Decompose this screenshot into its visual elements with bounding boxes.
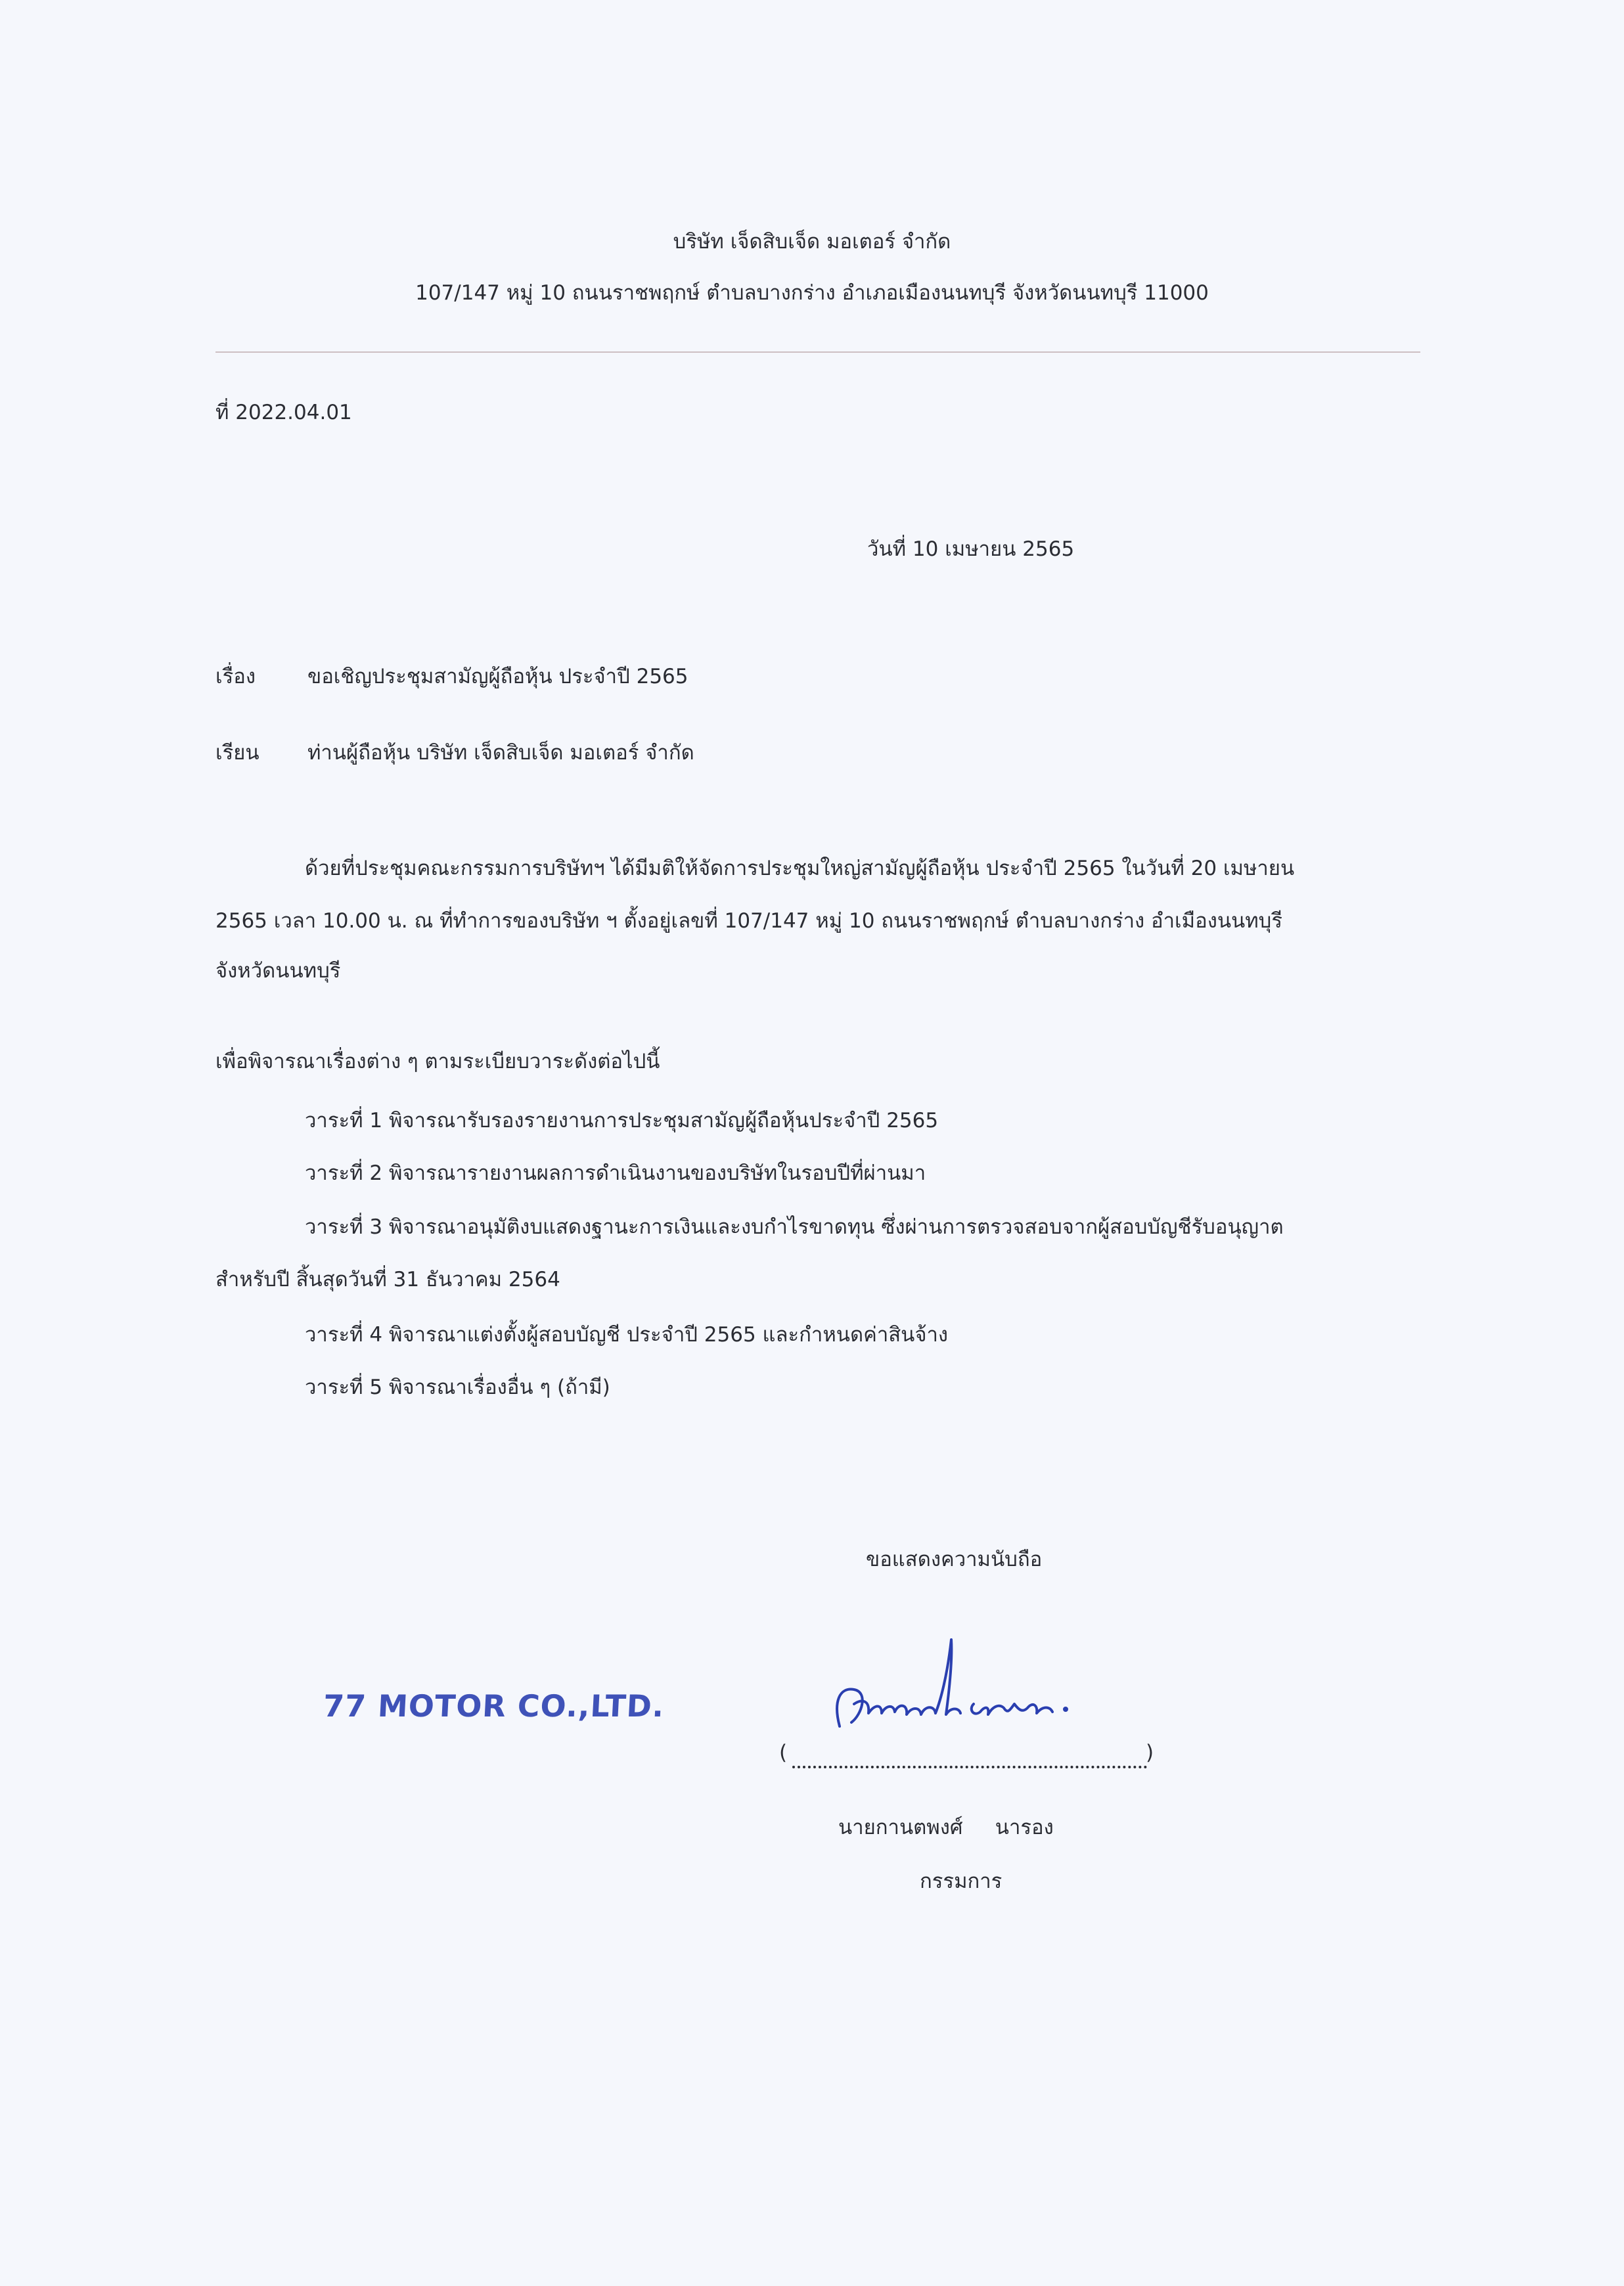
body-text: ด้วยที่ประชุมคณะกรรมการบริษัทฯ ได้มีมติให้จัดการประชุมใหญ่สามัญผู้ถือหุ้น ประจำปี 2565 ในวันที่ 20 เมษายน <box>305 857 1295 880</box>
body-paragraph-line: 2565 เวลา 10.00 น. ณ ที่ทำการของบริษัท ฯ ตั้งอยู่เลขที่ 107/147 หมู่ 10 ถนนราชพฤกษ์ ตำบลบางกร่าง อำเมืองนนทบุรี <box>215 909 1282 933</box>
agenda-item: วาระที่ 1 พิจารณารับรองรายงานการประชุมสามัญผู้ถือหุ้นประจำปี 2565 <box>305 1109 939 1132</box>
body-paragraph-line: จังหวัดนนทบุรี <box>215 959 341 983</box>
company-name: บริษัท เจ็ดสิบเจ็ด มอเตอร์ จำกัด <box>673 230 951 254</box>
recipient-label: เรียน <box>215 741 259 765</box>
recipient-text: ท่านผู้ถือหุ้น บริษัท เจ็ดสิบเจ็ด มอเตอร์ จำกัด <box>307 741 694 765</box>
signature-left-parenthesis: ( <box>779 1741 788 1764</box>
agenda-item: วาระที่ 5 พิจารณาเรื่องอื่น ๆ (ถ้ามี) <box>305 1376 610 1399</box>
handwritten-signature <box>813 1636 1129 1741</box>
agenda-intro: เพื่อพิจารณาเรื่องต่าง ๆ ตามระเบียบวาระดังต่อไปนี้ <box>215 1050 660 1073</box>
agenda-item: วาระที่ 2 พิจารณารายงานผลการดำเนินงานของบริษัทในรอบปีที่ผ่านมา <box>305 1161 926 1185</box>
agenda-item: วาระที่ 3 พิจารณาอนุมัติงบแสดงฐานะการเงินและงบกำไรขาดทุน ซึ่งผ่านการตรวจสอบจากผู้สอบบัญชีรับอนุญาต <box>305 1215 1284 1239</box>
reference-number: ที่ 2022.04.01 <box>215 401 352 424</box>
company-stamp: 77 MOTOR CO.,LTD. <box>322 1688 665 1724</box>
letter-date: วันที่ 10 เมษายน 2565 <box>867 537 1075 561</box>
body-paragraph-line <box>215 854 1424 883</box>
closing-salutation: ขอแสดงความนับถือ <box>866 1548 1043 1571</box>
subject-text: ขอเชิญประชุมสามัญผู้ถือหุ้น ประจำปี 2565 <box>307 665 688 688</box>
signature-right-parenthesis: ) <box>1146 1741 1154 1764</box>
signer-name: นายกานตพงศ์ นารอง <box>838 1816 1054 1839</box>
agenda-item: วาระที่ 4 พิจารณาแต่งตั้งผู้สอบบัญชี ประจำปี 2565 และกำหนดค่าสินจ้าง <box>305 1323 949 1347</box>
header-divider <box>215 351 1420 353</box>
signer-title: กรรมการ <box>920 1870 1003 1893</box>
company-address: 107/147 หมู่ 10 ถนนราชพฤกษ์ ตำบลบางกร่าง อำเภอเมืองนนทบุรี จังหวัดนนทบุรี 11000 <box>415 281 1209 305</box>
signature-dotted-line <box>792 1766 1147 1768</box>
subject-label: เรื่อง <box>215 665 256 688</box>
agenda-item-continuation: สำหรับปี สิ้นสุดวันที่ 31 ธันวาคม 2564 <box>215 1268 560 1291</box>
